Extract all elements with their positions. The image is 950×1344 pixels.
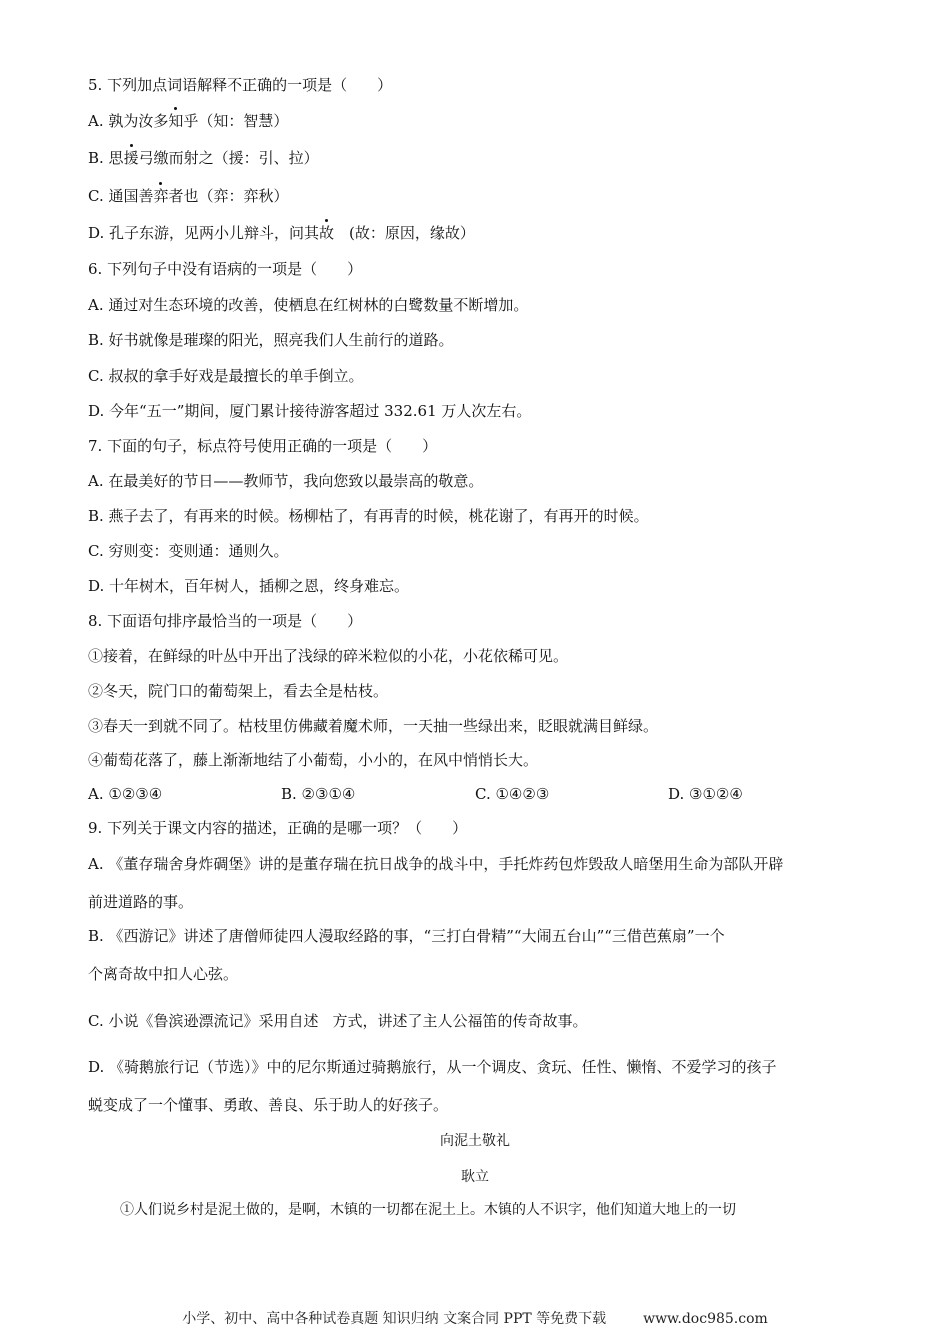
q9-option-b-line2: 个离奇故中扣人心弦。 — [88, 965, 239, 983]
q8-sentence-1: ①接着，在鲜绿的叶丛中开出了浅绿的碎米粒似的小花，小花依稀可见。 — [88, 647, 569, 665]
q9-c-text-before: C. 小说《鲁滨逊漂流记》采用自述 — [88, 1012, 319, 1030]
q6-option-a: A. 通过对生态环境的改善，使栖息在红树林的白鹭数量不断增加。 — [88, 296, 529, 314]
q7-option-b: B. 燕子去了，有再来的时候。杨柳枯了，有再青的时候，桃花谢了，有再开的时候。 — [88, 507, 649, 525]
q8-sentence-3: ③春天一到就不同了。枯枝里仿佛藏着魔术师，一天抽一些绿出来，眨眼就满目鲜绿。 — [88, 717, 659, 735]
article-paragraph-1: ①人们说乡村是泥土做的，是啊，木镇的一切都在泥土上。木镇的人不识字，他们知道大地上的一切 — [120, 1202, 736, 1218]
q5-b-dotted-word: 援 — [123, 149, 139, 167]
q7-option-d: D. 十年树木，百年树人，插柳之恩，终身难忘。 — [88, 577, 410, 595]
q5-c-explanation: 者也（弈：弈秋） — [168, 187, 289, 205]
q5-b-text: B. 思 — [88, 149, 124, 167]
q9-option-b-line1: B. 《西游记》讲述了唐僧师徒四人漫取经路的事，“三打白骨精”“大闹五台山”“三借芭蕉扇”一个 — [88, 927, 725, 945]
footer-url[interactable]: www.doc985.com — [643, 1311, 768, 1327]
article-author: 耿立 — [461, 1169, 489, 1185]
q9-option-a-line1: A. 《董存瑞舍身炸碉堡》讲的是董存瑞在抗日战争的战斗中，手托炸药包炸毁敌人暗堡用生命为部队开辟 — [88, 855, 784, 873]
q8-sentence-4: ④葡萄花落了，藤上渐渐地结了小葡萄，小小的，在风中悄悄长大。 — [88, 751, 539, 769]
q9-stem: 9. 下列关于课文内容的描述，正确的是哪一项？（ ） — [88, 819, 468, 837]
q9-option-c — [88, 1011, 588, 1031]
q5-d-dotted-word: 故 — [319, 224, 335, 242]
q8-option-c: C. ①④②③ — [475, 785, 550, 803]
q9-option-d-line2: 蜕变成了一个懂事、勇敢、善良、乐于助人的好孩子。 — [88, 1096, 449, 1114]
q8-option-a: A. ①②③④ — [88, 785, 163, 803]
q7-option-c: C. 穷则变：变则通：通则久。 — [88, 542, 289, 560]
q7-option-a: A. 在最美好的节日——教师节，我向您致以最崇高的敬意。 — [88, 472, 484, 490]
q5-a-dotted-word: 知 — [168, 112, 184, 130]
q9-option-a-line2: 前进道路的事。 — [88, 893, 194, 911]
q5-b-explanation: 弓缴而射之（援：引、拉） — [138, 149, 319, 167]
q8-sentence-2: ②冬天，院门口的葡萄架上，看去全是枯枝。 — [88, 682, 389, 700]
q7-stem: 7. 下面的句子，标点符号使用正确的一项是（ ） — [88, 437, 438, 455]
q5-option-b — [88, 148, 319, 168]
q8-options — [88, 785, 808, 805]
q5-c-text: C. 通国善 — [88, 187, 154, 205]
q9-c-text-after: 方式，讲述了主人公福笛的传奇故事。 — [332, 1012, 588, 1030]
q5-option-d — [88, 223, 475, 243]
q5-stem: 5. 下列加点词语解释不正确的一项是（ ） — [88, 76, 393, 94]
q8-option-d: D. ③①②④ — [668, 785, 743, 803]
q6-option-b: B. 好书就像是璀璨的阳光，照亮我们人生前行的道路。 — [88, 331, 454, 349]
q8-stem: 8. 下面语句排序最恰当的一项是（ ） — [88, 612, 363, 630]
q6-option-c: C. 叔叔的拿手好戏是最擅长的单手倒立。 — [88, 367, 364, 385]
q5-d-explanation: (故：原因，缘故） — [334, 224, 475, 242]
q9-option-d-line1: D. 《骑鹅旅行记（节选）》中的尼尔斯通过骑鹅旅行，从一个调皮、贪玩、任性、懒惰、不爱学习的孩子 — [88, 1058, 777, 1076]
q5-a-text: A. 孰为汝多 — [88, 112, 169, 130]
article-title: 向泥土敬礼 — [440, 1133, 510, 1149]
q5-d-text: D. 孔子东游，见两小儿辩斗，问其 — [88, 224, 320, 242]
q5-option-a — [88, 111, 288, 131]
q5-a-explanation: 乎（知：智慧） — [183, 112, 289, 130]
footer-text: 小学、初中、高中各种试卷真题 知识归纳 文案合同 PPT 等免费下载 — [182, 1311, 607, 1327]
q6-stem: 6. 下列句子中没有语病的一项是（ ） — [88, 260, 363, 278]
q5-option-c — [88, 186, 289, 206]
q5-c-dotted-word: 弈 — [153, 187, 169, 205]
footer — [0, 1308, 950, 1328]
q6-option-d: D. 今年“五一”期间，厦门累计接待游客超过 332.61 万人次左右。 — [88, 402, 532, 420]
q8-option-b: B. ②③①④ — [281, 785, 356, 803]
